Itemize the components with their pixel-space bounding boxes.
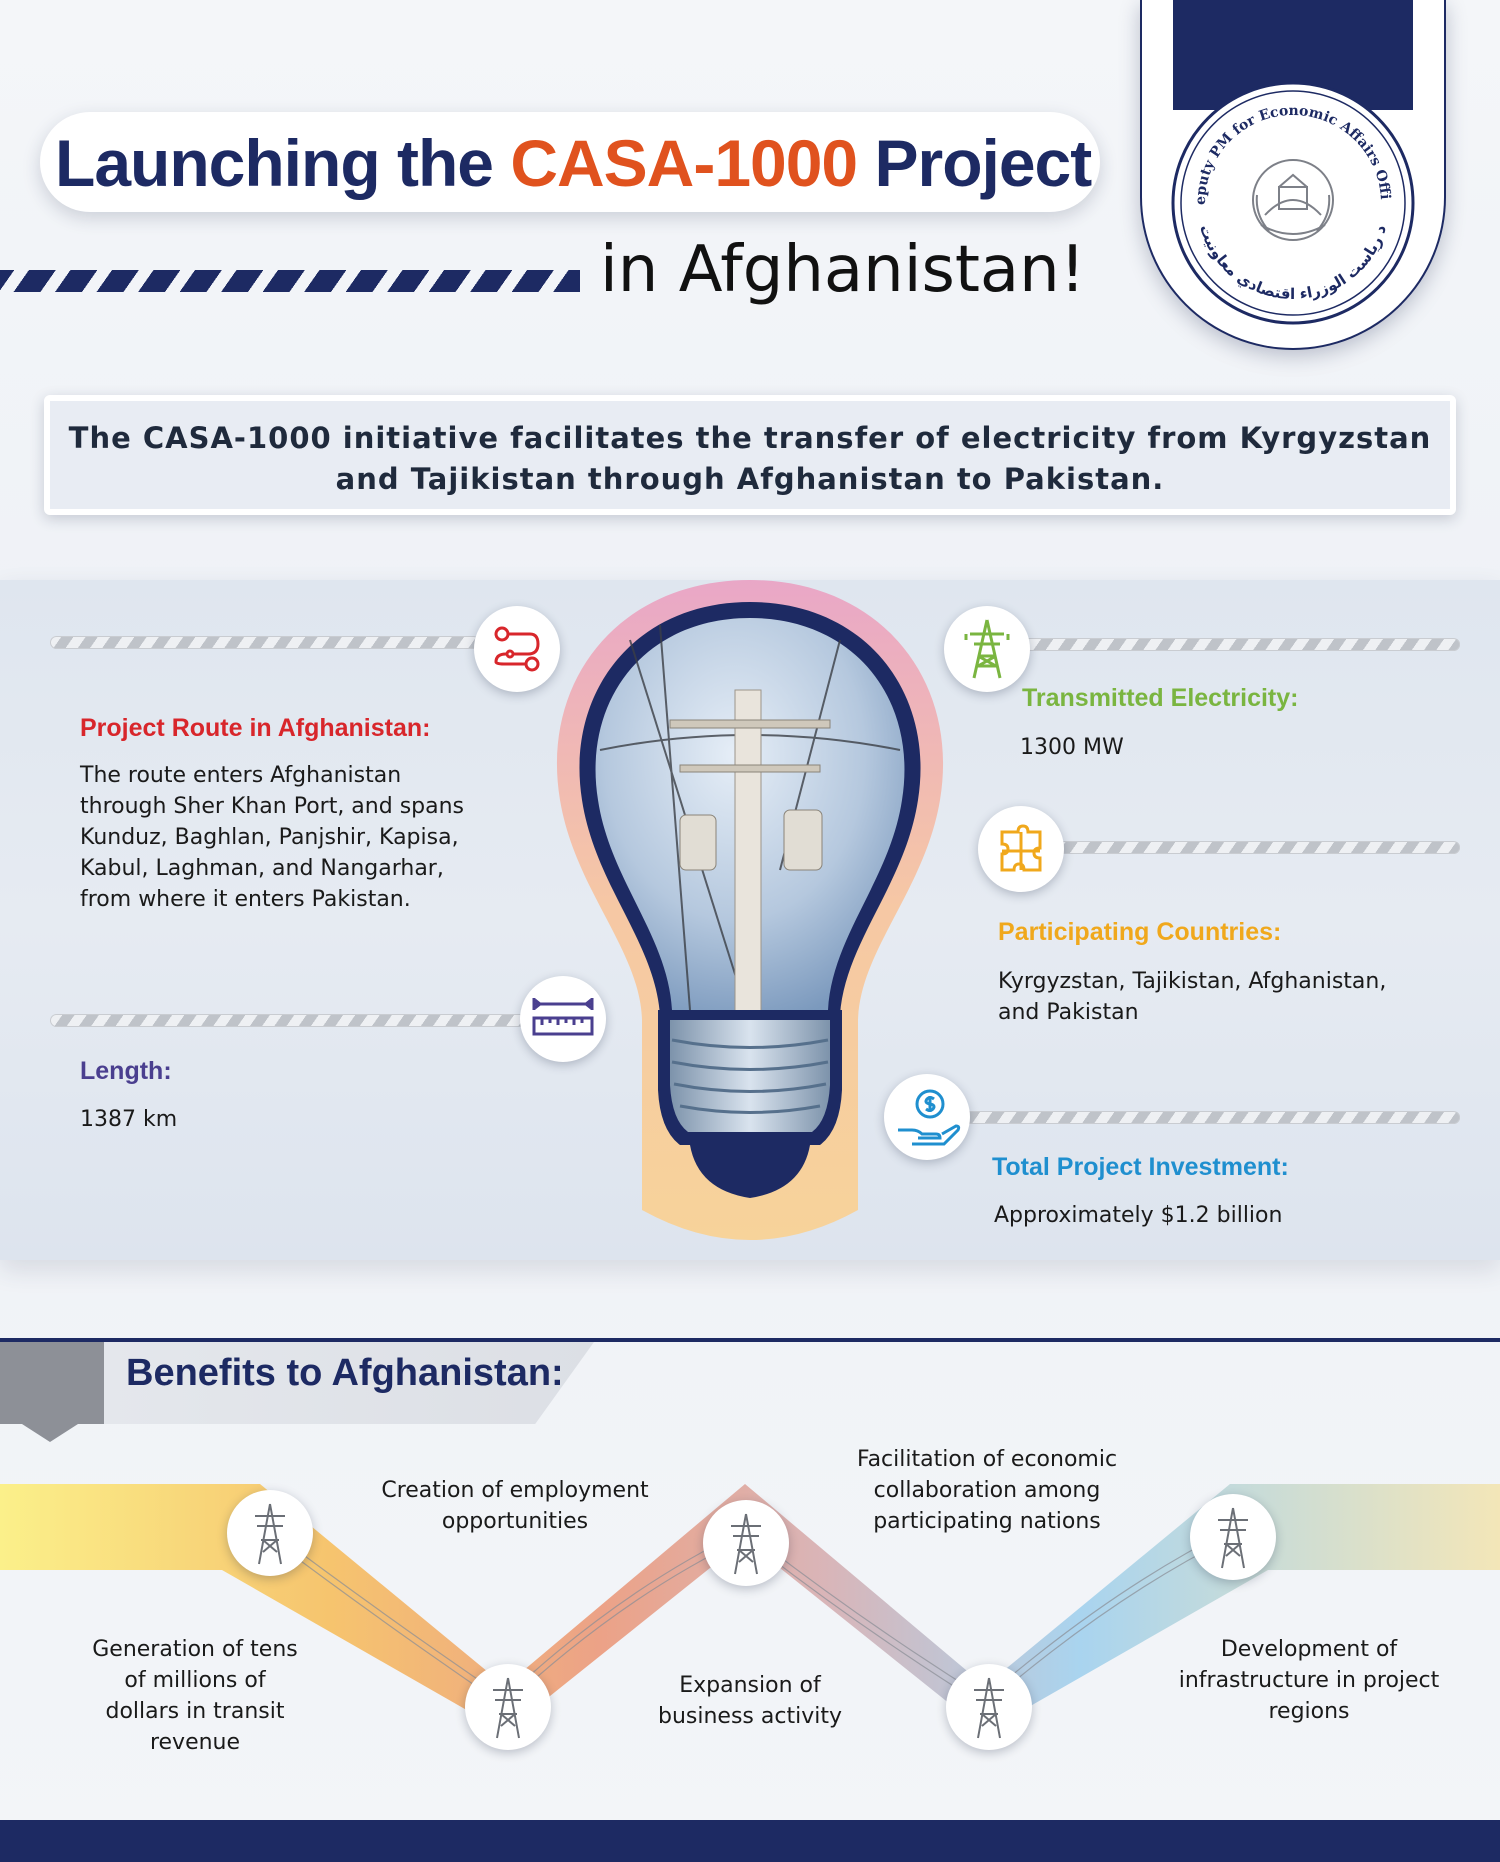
seal-text-ps: د ریاست الوزراء اقتصادي معاونیت	[1195, 222, 1390, 304]
route-line-5: from where it enters Pakistan.	[80, 887, 411, 912]
benefits-header-accent	[0, 1342, 104, 1424]
benefit-1-line-4: revenue	[149, 1730, 241, 1755]
investment-bar	[960, 1111, 1460, 1124]
route-label: Project Route in Afghanistan:	[80, 714, 431, 742]
benefit-1	[60, 1634, 330, 1758]
decorative-stripes	[0, 270, 580, 292]
benefit-1-line-2: of millions of	[124, 1668, 266, 1693]
benefit-2-line-1: Creation of employment	[381, 1478, 649, 1503]
benefit-4-line-2: collaboration among	[873, 1478, 1101, 1503]
length-bar	[50, 1014, 530, 1027]
electricity-value: 1300 MW	[1020, 735, 1124, 760]
benefit-4-line-1: Facilitation of economic	[856, 1447, 1118, 1472]
benefits-title: Benefits to Afghanistan:	[126, 1352, 564, 1394]
benefit-2	[355, 1475, 675, 1537]
benefit-1-line-3: dollars in transit	[105, 1699, 285, 1724]
benefit-3-line-1: Expansion of	[679, 1673, 821, 1698]
title-part1: Launching the	[55, 126, 511, 200]
route-line-1: The route enters Afghanistan	[80, 763, 402, 788]
electricity-bar	[1020, 638, 1460, 651]
countries-label: Participating Countries:	[998, 918, 1282, 946]
benefit-2-line-2: opportunities	[441, 1509, 589, 1534]
route-text	[80, 760, 480, 915]
benefit-4	[835, 1444, 1139, 1537]
emblem-seal	[1165, 75, 1421, 331]
money-hand-icon	[884, 1074, 970, 1160]
benefit-3-line-2: business activity	[658, 1704, 842, 1729]
countries-value	[998, 966, 1386, 1028]
electricity-label: Transmitted Electricity:	[1022, 684, 1299, 712]
tower-node-icon	[703, 1500, 789, 1586]
benefit-5-line-3: regions	[1268, 1699, 1350, 1724]
intro-box	[44, 395, 1456, 515]
tower-node-icon	[1190, 1494, 1276, 1580]
title-highlight: CASA-1000	[510, 126, 858, 200]
length-value: 1387 km	[80, 1107, 178, 1132]
benefit-5	[1168, 1634, 1450, 1727]
countries-line-1: Kyrgyzstan, Tajikistan, Afghanistan,	[998, 969, 1387, 994]
benefit-5-line-2: infrastructure in project	[1178, 1668, 1440, 1693]
power-tower-icon	[944, 606, 1030, 692]
page-subtitle: in Afghanistan!	[600, 233, 1086, 307]
benefit-5-line-1: Development of	[1220, 1637, 1398, 1662]
ruler-icon	[520, 976, 606, 1062]
chevron-down-icon	[22, 1424, 78, 1442]
route-line-3: Kunduz, Baghlan, Panjshir, Kapisa,	[80, 825, 459, 850]
benefit-1-line-1: Generation of tens	[92, 1637, 298, 1662]
intro-line-2: and Tajikistan through Afghanistan to Pakistan.	[335, 462, 1165, 496]
intro-line-1: The CASA-1000 initiative facilitates the transfer of electricity from Kyrgyzstan	[68, 421, 1432, 455]
route-line-4: Kabul, Laghman, and Nangarhar,	[80, 856, 444, 881]
route-line-2: through Sher Khan Port, and spans	[80, 794, 465, 819]
investment-label: Total Project Investment:	[992, 1153, 1289, 1181]
benefit-3	[620, 1670, 880, 1732]
tower-node-icon	[227, 1490, 313, 1576]
countries-line-2: and Pakistan	[998, 1000, 1139, 1025]
route-icon	[474, 606, 560, 692]
seal-text-en: eputy PM for Economic Affairs Office	[1192, 102, 1393, 206]
puzzle-icon	[978, 806, 1064, 892]
route-bar	[50, 636, 480, 649]
footer-bar	[0, 1820, 1500, 1862]
countries-bar	[1040, 841, 1460, 854]
investment-value: Approximately $1.2 billion	[994, 1203, 1283, 1228]
length-label: Length:	[80, 1057, 172, 1085]
tower-node-icon	[465, 1664, 551, 1750]
title-part2: Project	[857, 126, 1092, 200]
tower-node-icon	[946, 1664, 1032, 1750]
benefit-4-line-3: participating nations	[873, 1509, 1101, 1534]
page-title	[55, 118, 1105, 208]
